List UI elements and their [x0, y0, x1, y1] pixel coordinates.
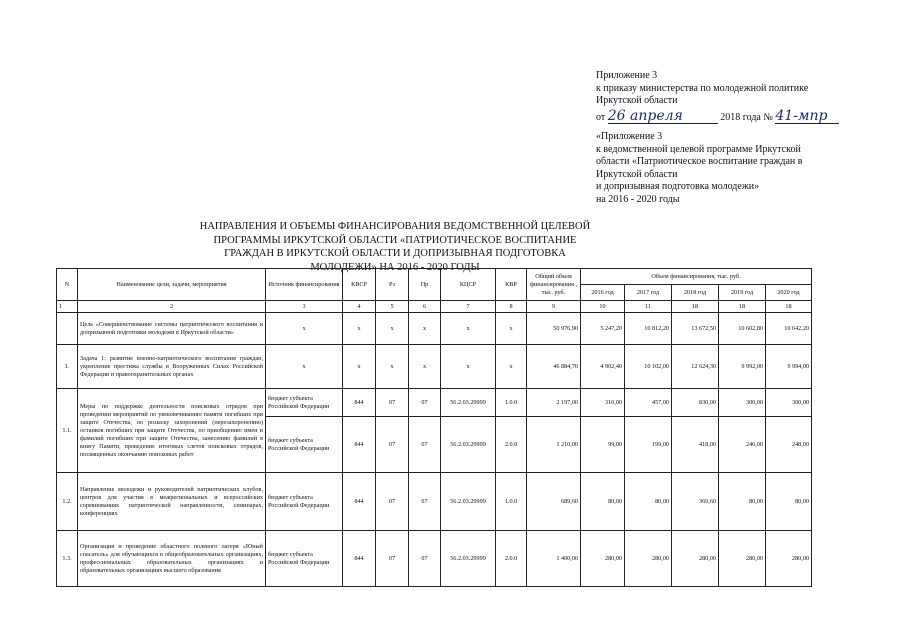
header-rz: Рз: [376, 269, 409, 301]
row-2019: 280,00: [719, 531, 766, 587]
row-kcsr: 56.2.03.29999: [441, 473, 496, 531]
column-numbers-row: [57, 301, 812, 313]
header-n: N: [57, 269, 78, 301]
row-rz: х: [376, 345, 409, 389]
row-source: х: [266, 345, 343, 389]
appendix-quote-block: [596, 131, 803, 206]
col-number: 6: [409, 301, 441, 313]
row-2016: 99,00: [581, 417, 625, 473]
row-name: Меры по поддержке деятельности поисковых отрядов при проведении мероприятий по увековечиванию памяти погибших при защите Отечества, по розыску захоронений (перезахоронению) останков погибших при защите Отечества, по приобщению имен и фамилий погибших при защите Отечества, занесению фамилий в книгу Памяти, проведение итоговых слетов поисковых отрядов, посвященных окончанию поисковых работ: [78, 389, 266, 473]
document-title: [195, 220, 595, 274]
row-pr: 07: [409, 389, 441, 417]
quote-line: «Приложение 3: [596, 131, 663, 142]
row-2017: 80,00: [625, 473, 672, 531]
col-number: 18: [719, 301, 766, 313]
row-pr: 07: [409, 473, 441, 531]
row-2017: 199,00: [625, 417, 672, 473]
row-rz: 07: [376, 417, 409, 473]
row-n: 1.: [57, 345, 78, 389]
row-kcsr: х: [441, 345, 496, 389]
col-number: 7: [441, 301, 496, 313]
row-2018: 280,00: [672, 531, 719, 587]
row-kvr: х: [496, 345, 527, 389]
row-total: 689,60: [527, 473, 581, 531]
col-number: 10: [581, 301, 625, 313]
table-row: [57, 389, 812, 417]
header-total: Общий объем финансирования , тыс. руб.: [527, 269, 581, 301]
quote-line: и допризывная подготовка молодежи»: [596, 181, 760, 192]
row-kvr: 2.0.0: [496, 531, 527, 587]
appendix-block: [596, 70, 839, 124]
header-kvsr: КВСР: [343, 269, 376, 301]
row-source: х: [266, 313, 343, 345]
header-pr: Пр: [409, 269, 441, 301]
row-kvsr: 844: [343, 417, 376, 473]
quote-line: Иркутской области: [596, 168, 678, 180]
row-2016: 280,00: [581, 531, 625, 587]
row-kcsr: 56.2.03.29999: [441, 417, 496, 473]
row-2020: 300,00: [766, 389, 812, 417]
row-2017: 10 812,20: [625, 313, 672, 345]
row-kvsr: 844: [343, 389, 376, 417]
row-name: Организация и проведение областного полевого лагеря «Юный спасатель» для обучающихся в общеобразовательных организациях, профессиональных образовательных организациях и образовательных организациях высшего образования: [78, 531, 266, 587]
header-source: Источник финансирования: [266, 269, 343, 301]
appendix-line: Иркутской области: [596, 95, 678, 106]
row-2019: 10 602,80: [719, 313, 766, 345]
from-prefix: от: [596, 111, 606, 123]
row-2017: 280,00: [625, 531, 672, 587]
appendix-line: к приказу министерства по молодежной политике: [596, 82, 809, 94]
header-kvr: КВР: [496, 269, 527, 301]
row-kvsr: 844: [343, 531, 376, 587]
row-total: 2 197,00: [527, 389, 581, 417]
row-n: 1.1.: [57, 389, 78, 473]
col-number: 4: [343, 301, 376, 313]
row-source: бюджет субъекта Российской Федерации: [266, 417, 343, 473]
row-kcsr: 56.2.03.29999: [441, 389, 496, 417]
row-rz: 07: [376, 389, 409, 417]
row-name: Цель «Совершенствование системы патриотического воспитания и допризывной подготовки молодежи в Иркутской области»: [78, 313, 266, 345]
header-2017: 2017 год: [625, 285, 672, 301]
header-2020: 2020 год: [766, 285, 812, 301]
row-2016: 5 247,20: [581, 313, 625, 345]
row-2020: 248,00: [766, 417, 812, 473]
row-pr: х: [409, 345, 441, 389]
row-source: бюджет субъекта Российской Федерации: [266, 389, 343, 417]
row-2018: 12 624,30: [672, 345, 719, 389]
col-number: 3: [266, 301, 343, 313]
row-kcsr: х: [441, 313, 496, 345]
handwritten-date: 26 апреля: [608, 110, 718, 124]
row-2016: 4 902,40: [581, 345, 625, 389]
row-kvr: х: [496, 313, 527, 345]
row-2020: 80,00: [766, 473, 812, 531]
row-2019: 80,00: [719, 473, 766, 531]
appendix-date-line: [596, 107, 839, 125]
quote-line: к ведомственной целевой программе Иркутской: [596, 143, 801, 155]
header-volume: Объем финансирования, тыс. руб.: [581, 269, 812, 285]
col-number: 2: [78, 301, 266, 313]
row-source: бюджет субъекта Российской Федерации: [266, 531, 343, 587]
row-total: 50 976,90: [527, 313, 581, 345]
title-line: МОЛОДЕЖИ» НА 2016 - 2020 ГОДЫ: [310, 261, 480, 273]
col-number: 1: [57, 301, 78, 313]
table-row: [57, 313, 812, 345]
row-pr: 07: [409, 417, 441, 473]
row-kvsr: х: [343, 313, 376, 345]
row-pr: х: [409, 313, 441, 345]
row-rz: 07: [376, 473, 409, 531]
row-2018: 13 672,50: [672, 313, 719, 345]
row-total: 1 210,00: [527, 417, 581, 473]
row-2020: 10 642,20: [766, 313, 812, 345]
header-2016: 2016 год: [581, 285, 625, 301]
table-row: [57, 531, 812, 587]
title-line: ПРОГРАММЫ ИРКУТСКОЙ ОБЛАСТИ «ПАТРИОТИЧЕСКОЕ ВОСПИТАНИЕ: [213, 234, 577, 246]
col-number: 8: [496, 301, 527, 313]
row-kcsr: 56.2.03.29999: [441, 531, 496, 587]
row-source: бюджет субъекта Российской Федерации: [266, 473, 343, 531]
row-total: 1 400,00: [527, 531, 581, 587]
row-n: 1.3.: [57, 531, 78, 587]
appendix-line: Приложение 3: [596, 70, 658, 81]
col-number: 18: [672, 301, 719, 313]
col-number: 5: [376, 301, 409, 313]
header-name: Наименование цели, задачи, мероприятия: [78, 269, 266, 301]
table-row: [57, 345, 812, 389]
col-number: 11: [625, 301, 672, 313]
col-number: 18: [766, 301, 812, 313]
header-2018: 2018 год: [672, 285, 719, 301]
row-2019: 9 992,00: [719, 345, 766, 389]
row-kvsr: х: [343, 345, 376, 389]
row-2019: 300,00: [719, 389, 766, 417]
row-total: 46 884,70: [527, 345, 581, 389]
year-text: 2018 года №: [720, 111, 773, 123]
row-2018: 418,00: [672, 417, 719, 473]
financing-table: [56, 268, 812, 587]
handwritten-number: 41-мпр: [775, 110, 839, 124]
row-kvr: 2.0.0: [496, 417, 527, 473]
title-line: НАПРАВЛЕНИЯ И ОБЪЕМЫ ФИНАНСИРОВАНИЯ ВЕДОМСТВЕННОЙ ЦЕЛЕВОЙ: [199, 221, 591, 232]
row-2016: 310,00: [581, 389, 625, 417]
row-n: 1.2.: [57, 473, 78, 531]
row-2016: 80,00: [581, 473, 625, 531]
row-2019: 246,00: [719, 417, 766, 473]
table-row: [57, 473, 812, 531]
row-name: Направление молодежи и руководителей патриотических клубов, центров для участия в межрегиональных и всероссийских соревнованиях патриотической направленности, семинарах, конференциях: [78, 473, 266, 531]
row-kvr: 1.0.0: [496, 389, 527, 417]
row-kvr: 1.0.0: [496, 473, 527, 531]
quote-line: области «Патриотическое воспитание граждан в: [596, 156, 803, 167]
row-rz: 07: [376, 531, 409, 587]
row-n: [57, 313, 78, 345]
row-2017: 457,00: [625, 389, 672, 417]
header-2019: 2019 год: [719, 285, 766, 301]
row-2020: 280,00: [766, 531, 812, 587]
col-number: 9: [527, 301, 581, 313]
row-2017: 10 102,00: [625, 345, 672, 389]
title-line: ГРАЖДАН В ИРКУТСКОЙ ОБЛАСТИ И ДОПРИЗЫВНАЯ ПОДГОТОВКА: [224, 248, 566, 259]
row-2018: 830,00: [672, 389, 719, 417]
header-row: [57, 269, 812, 285]
row-name: Задача 1: развитие военно-патриотического воспитания граждан, укрепление престижа службы в Вооруженных Силах Российской Федерации и правоохранительных органах: [78, 345, 266, 389]
row-2020: 9 994,00: [766, 345, 812, 389]
row-kvsr: 844: [343, 473, 376, 531]
header-kcsr: КЦСР: [441, 269, 496, 301]
row-rz: х: [376, 313, 409, 345]
row-pr: 07: [409, 531, 441, 587]
quote-line: на 2016 - 2020 годы: [596, 193, 680, 205]
row-2018: 369,60: [672, 473, 719, 531]
